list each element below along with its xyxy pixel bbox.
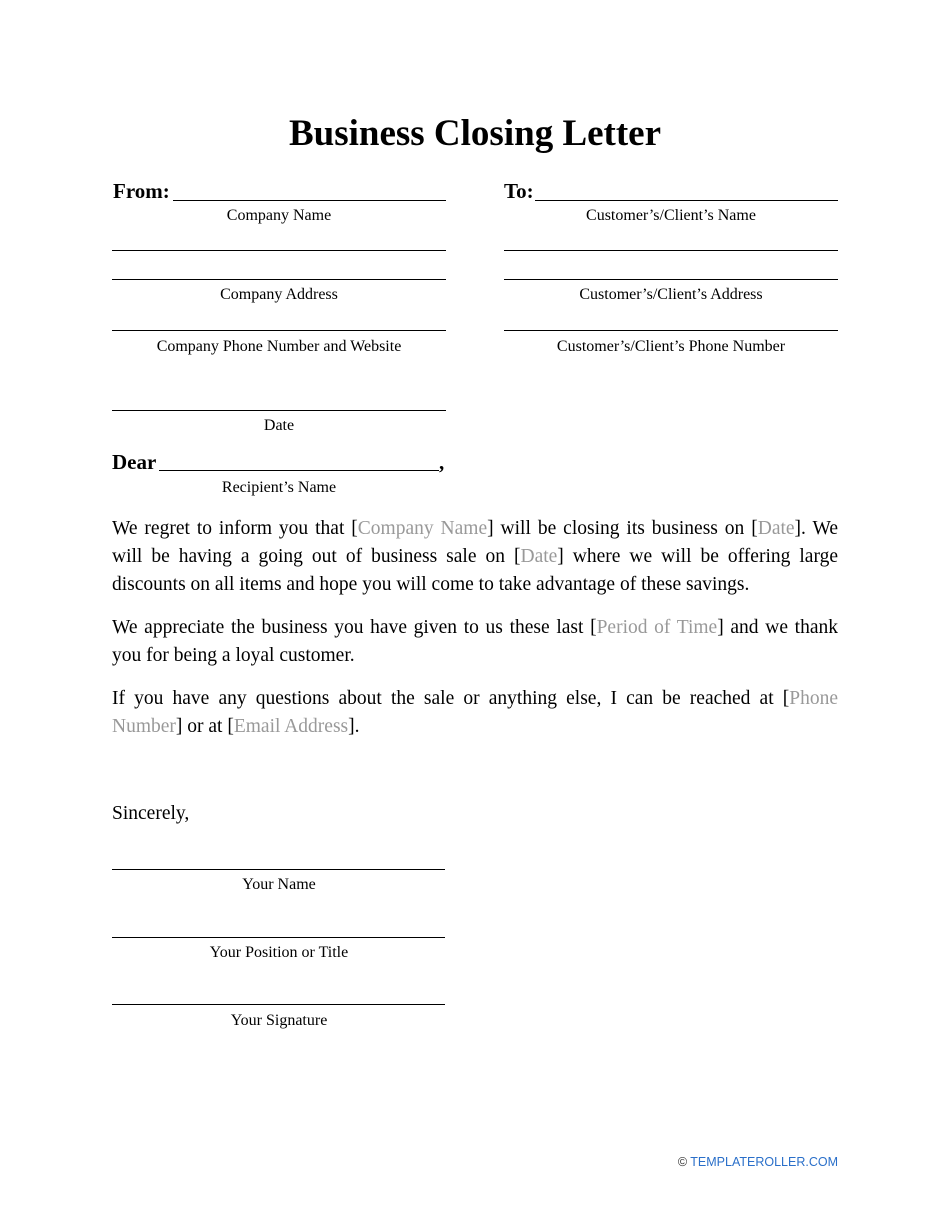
client-name-caption: Customer’s/Client’s Name [586,207,756,224]
company-name-line[interactable] [173,200,446,201]
paragraph-1: We regret to inform you that [Company Name] will be closing its business on [Date]. We will be having a going out of business sale on [Date] where we will be offering large discounts on all items and hope you will come to take advantage of these savings. [112,518,838,595]
company-phone-caption: Company Phone Number and Website [156,338,402,355]
copyright-symbol: © [677,1155,688,1169]
company-phone-line[interactable] [112,330,446,331]
placeholder-phone-number: Phone Number [112,688,838,737]
document-title: Business Closing Letter [288,113,662,154]
client-address-line-2[interactable] [504,279,838,280]
company-address-line-2[interactable] [112,279,446,280]
recipient-name-caption: Recipient’s Name [221,479,337,496]
placeholder-sale-date: Date [520,546,558,567]
your-name-line[interactable] [112,869,445,870]
company-address-line-1[interactable] [112,250,446,251]
your-name-caption: Your Name [242,876,316,893]
paragraph-3: If you have any questions about the sale or anything else, I can be reached at [Phone Number] or at [Email Address]. [112,688,838,737]
your-signature-caption: Your Signature [230,1012,328,1029]
your-position-caption: Your Position or Title [209,944,349,961]
placeholder-company-name: Company Name [357,518,488,539]
from-label: From: [113,179,170,203]
client-phone-caption: Customer’s/Client’s Phone Number [556,338,786,355]
dear-label: Dear [112,450,157,474]
footer-credit [678,1155,838,1169]
closing-sincerely: Sincerely, [112,803,190,824]
your-position-line[interactable] [112,937,445,938]
client-address-caption: Customer’s/Client’s Address [579,286,763,303]
salutation-comma: , [439,450,445,474]
client-address-line-1[interactable] [504,250,838,251]
your-signature-line[interactable] [112,1004,445,1005]
placeholder-period-of-time: Period of Time [596,617,718,638]
placeholder-closing-date: Date [757,518,795,539]
client-phone-line[interactable] [504,330,838,331]
company-address-caption: Company Address [220,286,338,303]
placeholder-email-address: Email Address [233,716,349,737]
company-name-caption: Company Name [226,207,332,224]
date-caption: Date [263,417,295,434]
templateroller-link[interactable]: TEMPLATEROLLER.COM [690,1155,838,1169]
client-name-line[interactable] [535,200,838,201]
paragraph-2: We appreciate the business you have given to us these last [Period of Time] and we thank you for being a loyal customer. [112,617,838,666]
recipient-name-line[interactable] [159,470,439,471]
date-line[interactable] [112,410,446,411]
to-label: To: [504,179,534,203]
